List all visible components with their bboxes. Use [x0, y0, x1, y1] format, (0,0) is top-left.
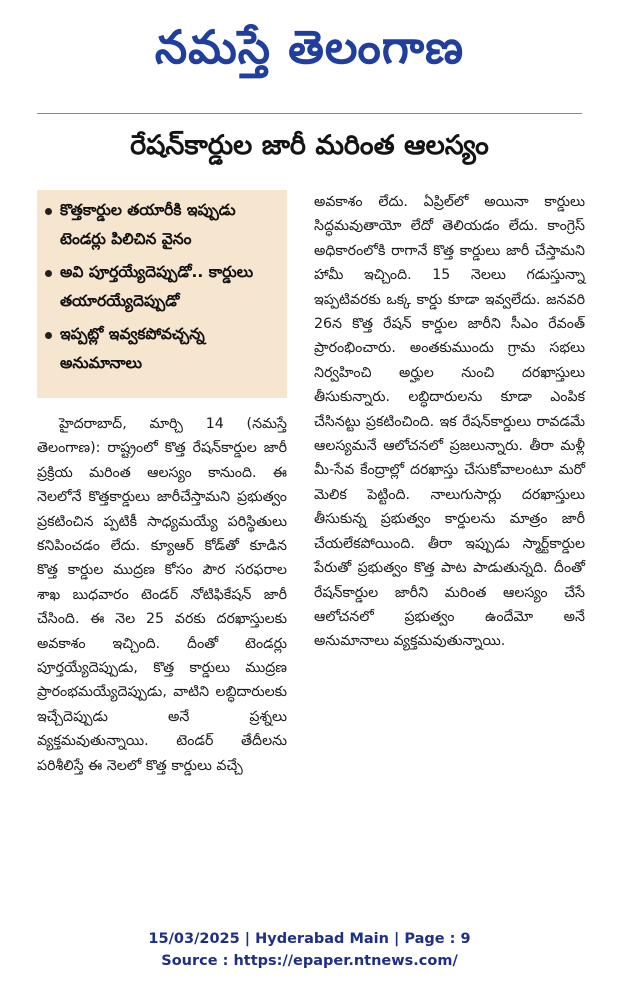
bullet-icon: [45, 270, 52, 277]
masthead: [0, 4, 619, 90]
highlight-item: [43, 258, 279, 316]
highlight-item: [43, 196, 279, 254]
highlights-box: [37, 190, 287, 398]
clipping-footer: [0, 928, 619, 972]
masthead-title: నమస్తే తెలంగాణ: [154, 20, 465, 74]
bullet-icon: [45, 332, 52, 339]
footer-source: Source : https://epaper.ntnews.com/: [161, 953, 458, 969]
highlight-text: కొత్తకార్డుల తయారీకి ఇప్పుడు టెండర్లు పిలిచిన వైనం: [60, 201, 236, 248]
headline-divider: [37, 113, 582, 114]
highlight-text: ఇప్పట్లో ఇవ్వకపోవచ్చన్న అనుమానాలు: [60, 325, 205, 372]
highlight-text: అవి పూర్తయ్యేదెప్పుడో.. కార్డులు తయారయ్యేదెప్పుడో: [60, 263, 254, 310]
article-column-left: [37, 190, 287, 890]
article-column-right: [314, 190, 585, 890]
article-headline: రేషన్‌కార్డుల జారీ మరింత ఆలస్యం: [130, 130, 489, 161]
article-body-left: హైదరాబాద్‌, మార్చి 14 (నమస్తే తెలంగాణ): రాష్ట్రంలో కొత్త రేషన్‌కార్డుల జారీ ప్రక్రియ మరింత ఆలస్యం కానుంది. ఈ నెలలోనే కొత్తకార్డులు జారీచేస్తామని ప్రభుత్వం ప్రకటించిన ప్పటికీ సాధ్యమయ్యే పరిస్థితులు కనిపించడం లేదు. క్యూఆర్‌ కోడ్‌తో కూడిన కొత్త కార్డుల ముద్రణ కోసం పౌర సరఫరాల శాఖ బుధవారం టెండర్‌ నోటిఫికేషన్‌ జారీ చేసింది. ఈ నెల 25 వరకు దరఖాస్తులకు అవకాశం ఇచ్చింది. దీంతో టెండర్లు పూర్తయ్యేదెప్పుడు, కొత్త కార్డులు ముద్రణ ప్రారంభమయ్యేదెప్పుడు, వాటిని లబ్ధిదారులకు ఇచ్చేదెప్పుడు అనే ప్రశ్నలు వ్యక్తమవుతున్నాయి. టెండర్‌ తేదీలను పరిశీలిస్తే ఈ నెలలో కొత్త కార్డులు వచ్చే: [37, 416, 287, 774]
highlight-item: [43, 320, 279, 378]
bullet-icon: [45, 208, 52, 215]
article-body-right: అవకాశం లేదు. ఏప్రిల్‌లో అయినా కార్డులు సిద్ధమవుతాయో లేదో తెలియడం లేదు. కాంగ్రెస్‌ అధికారంలోకి రాగానే కొత్త కార్డులు జారీ చేస్తామని హామీ ఇచ్చింది. 15 నెలలు గడుస్తున్నా ఇప్పటివరకు ఒక్క కార్డు కూడా ఇవ్వలేదు. జనవరి 26న కొత్త రేషన్‌ కార్డుల జారీని సీఎం రేవంత్‌ ప్రారంభించారు. అంతకుముందు గ్రామ సభలు నిర్వహించి అర్హుల నుంచి దరఖాస్తులు తీసుకున్నారు. లబ్ధిదారులను కూడా ఎంపిక చేసినట్టు ప్రకటించింది. ఇక రేషన్‌కార్డులు రావడమే ఆలస్యమనే ఆలోచనలో ప్రజలున్నారు. తీరా మళ్లీ మీ-సేవ కేంద్రాల్లో దరఖాస్తు చేసుకోవాలంటూ మరో మెలిక పెట్టింది. నాలుగుసార్లు దరఖాస్తులు తీసుకున్న ప్రభుత్వం కార్డులను మాత్రం జారీ చేయలేకపోయింది. తీరా ఇప్పుడు స్మార్ట్‌కార్డుల పేరుతో ప్రభుత్వం కొత్త పాట పాడుతున్నది. దీంతో రేషన్‌కార్డుల జారీని మరింత ఆలస్యం చేసే ఆలోచనలో ప్రభుత్వం ఉందేమో అనే అనుమానాలు వ్యక్తమవుతున్నాయి.: [314, 194, 585, 650]
footer-date-edition: 15/03/2025 | Hyderabad Main | Page : 9: [148, 931, 471, 947]
